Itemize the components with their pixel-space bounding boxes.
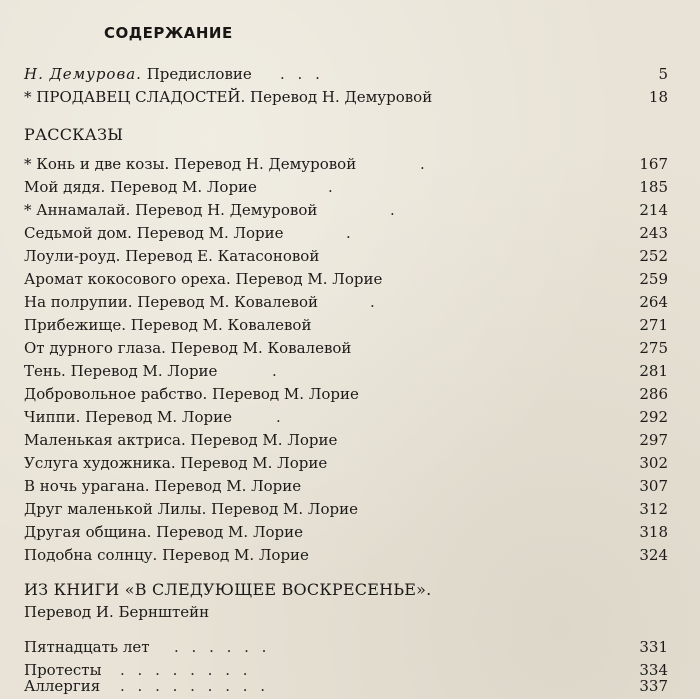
leader-dots: . . . xyxy=(280,65,324,83)
entry-title: Протесты xyxy=(24,661,102,679)
page-title: СОДЕРЖАНИЕ xyxy=(104,24,233,42)
entry-page: 18 xyxy=(648,88,668,106)
entry-title: * Аннамалай. Перевод Н. Демуровой xyxy=(24,201,318,219)
entry-page: 264 xyxy=(639,293,668,311)
entry-page: 307 xyxy=(639,477,668,495)
toc-entry xyxy=(24,291,668,313)
entry-page: 334 xyxy=(639,661,668,679)
entry-page: 331 xyxy=(639,638,668,656)
entry-page: 318 xyxy=(639,523,668,541)
toc-entry xyxy=(24,475,668,497)
entry-title: Друг маленькой Лилы. Перевод М. Лорие xyxy=(24,500,358,518)
entry-title: В ночь урагана. Перевод М. Лорие xyxy=(24,477,302,495)
entry-title: Аромат кокосового ореха. Перевод М. Лорие xyxy=(24,270,383,288)
toc-entry xyxy=(24,222,668,244)
leader-dots: . . . . . . . . . xyxy=(120,677,270,695)
entry-page: 5 xyxy=(658,65,668,83)
entry-title: От дурного глаза. Перевод М. Ковалевой xyxy=(24,339,352,357)
toc-entry xyxy=(24,199,668,221)
leader-dots: . xyxy=(328,178,337,196)
entry-title: Пятнадцать лет xyxy=(24,638,150,656)
entry-title: Маленькая актриса. Перевод М. Лорие xyxy=(24,431,338,449)
toc-entry xyxy=(24,383,668,405)
leader-dots: . xyxy=(276,408,285,426)
toc-entry xyxy=(24,498,668,520)
entry-page: 167 xyxy=(639,155,668,173)
toc-entry xyxy=(24,675,668,697)
toc-entry xyxy=(24,314,668,336)
leader-dots: . . . . . . xyxy=(174,638,271,656)
entry-page: 252 xyxy=(639,247,668,265)
entry-title: * ПРОДАВЕЦ СЛАДОСТЕЙ. Перевод Н. Демуровой xyxy=(24,88,433,106)
toc-entry-sweet-vendor xyxy=(24,86,668,108)
toc-entry xyxy=(24,153,668,175)
entry-title: Другая община. Перевод М. Лорие xyxy=(24,523,303,541)
toc-entry xyxy=(24,406,668,428)
leader-dots: . xyxy=(346,224,355,242)
leader-dots: . xyxy=(272,362,281,380)
entry-title: Тень. Перевод М. Лорие xyxy=(24,362,218,380)
section-heading-book: ИЗ КНИГИ «В СЛЕДУЮЩЕЕ ВОСКРЕСЕНЬЕ». xyxy=(24,580,432,599)
entry-page: 337 xyxy=(639,677,668,695)
toc-entry xyxy=(24,452,668,474)
toc-entry xyxy=(24,176,668,198)
entry-page: 259 xyxy=(639,270,668,288)
entry-page: 281 xyxy=(639,362,668,380)
leader-dots: . xyxy=(390,201,399,219)
entry-title: Подобна солнцу. Перевод М. Лорие xyxy=(24,546,309,564)
toc-entry-preface xyxy=(24,63,668,85)
toc-entry xyxy=(24,521,668,543)
toc-entry xyxy=(24,268,668,290)
entry-page: 185 xyxy=(639,178,668,196)
entry-title: * Конь и две козы. Перевод Н. Демуровой xyxy=(24,155,357,173)
entry-page: 275 xyxy=(639,339,668,357)
toc-entry xyxy=(24,544,668,566)
entry-page: 286 xyxy=(639,385,668,403)
entry-title: Мой дядя. Перевод М. Лорие xyxy=(24,178,257,196)
entry-page: 312 xyxy=(639,500,668,518)
entry-title: Седьмой дом. Перевод М. Лорие xyxy=(24,224,284,242)
toc-entry xyxy=(24,245,668,267)
entry-page: 302 xyxy=(639,454,668,472)
leader-dots: . . . . . . . . xyxy=(120,661,252,679)
entry-title: Прибежище. Перевод М. Ковалевой xyxy=(24,316,312,334)
entry-title: На полрупии. Перевод М. Ковалевой xyxy=(24,293,319,311)
section-heading-stories: РАССКАЗЫ xyxy=(24,125,124,144)
book-translator: Перевод И. Бернштейн xyxy=(24,603,210,621)
entry-page: 271 xyxy=(639,316,668,334)
entry-title: Аллергия xyxy=(24,677,101,695)
entry-page: 297 xyxy=(639,431,668,449)
entry-page: 214 xyxy=(639,201,668,219)
leader-dots: . xyxy=(420,155,429,173)
toc-entry xyxy=(24,636,668,658)
toc-entry xyxy=(24,337,668,359)
entry-title: Чиппи. Перевод М. Лорие xyxy=(24,408,232,426)
entry-title: Предисловие xyxy=(146,65,252,83)
entry-author: Н. Демурова. xyxy=(24,65,142,83)
entry-page: 292 xyxy=(639,408,668,426)
toc-entry xyxy=(24,429,668,451)
entry-page: 243 xyxy=(639,224,668,242)
entry-page: 324 xyxy=(639,546,668,564)
entry-title: Добровольное рабство. Перевод М. Лорие xyxy=(24,385,359,403)
entry-title: Услуга художника. Перевод М. Лорие xyxy=(24,454,328,472)
leader-dots: . xyxy=(370,293,379,311)
toc-entry xyxy=(24,360,668,382)
entry-title: Лоули-роуд. Перевод Е. Катасоновой xyxy=(24,247,320,265)
